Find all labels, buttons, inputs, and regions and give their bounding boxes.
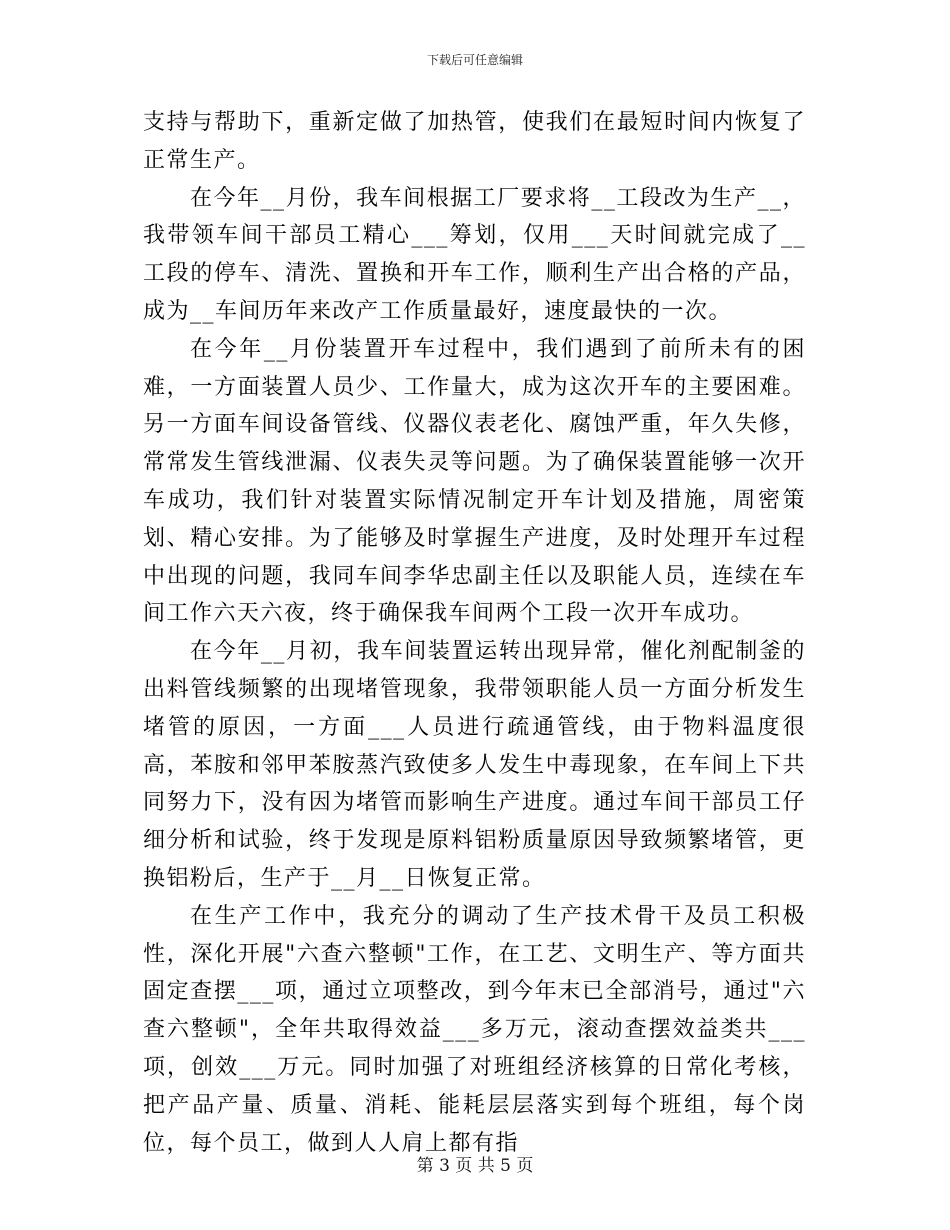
paragraph: 在生产工作中，我充分的调动了生产技术骨干及员工积极性，深化开展"六查六整顿"工作，在工艺、文明生产、等方面共固定查摆___项，通过立项整改，到今年末已全部消号，通过"六查六整顿"，全年共取得效益___多万元，滚动查摆效益类共___项，创效___万元。同时加强了对班组经济核算的日常化考核，把产品产量、质量、消耗、能耗层层落实到每个班组，每个岗位，每个员工，做到人人肩上都有指 bbox=[143, 903, 806, 1156]
page-number: 第 3 页 共 5 页 bbox=[416, 1156, 534, 1176]
page-footer bbox=[0, 1155, 950, 1177]
header-caption: 下载后可任意编辑 bbox=[426, 53, 523, 67]
paragraph: 在今年__月份装置开车过程中，我们遇到了前所未有的困难，一方面装置人员少、工作量大，成为这次开车的主要困难。另一方面车间设备管线、仪器仪表老化、腐蚀严重，年久失修，常常发生管线泄漏、仪表失灵等问题。为了确保装置能够一次开车成功，我们针对装置实际情况制定开车计划及措施，周密策划、精心安排。为了能够及时掌握生产进度，及时处理开车过程中出现的问题，我同车间李华忠副主任以及职能人员，连续在车间工作六天六夜，终于确保我车间两个工段一次开车成功。 bbox=[143, 336, 806, 627]
paragraph-continuation: 支持与帮助下，重新定做了加热管，使我们在最短时间内恢复了正常生产。 bbox=[143, 110, 806, 173]
page-header bbox=[0, 52, 950, 68]
paragraph: 在今年__月份，我车间根据工厂要求将__工段改为生产__，我带领车间干部员工精心___筹划，仅用___天时间就完成了__工段的停车、清洗、置换和开车工作，顺利生产出合格的产品，成为__车间历年来改产工作质量最好，速度最快的一次。 bbox=[143, 185, 806, 324]
paragraph: 在今年__月初，我车间装置运转出现异常，催化剂配制釜的出料管线频繁的出现堵管现象，我带领职能人员一方面分析发生堵管的原因，一方面___人员进行疏通管线，由于物料温度很高，苯胺和邻甲苯胺蒸汽致使多人发生中毒现象，在车间上下共同努力下，没有因为堵管而影响生产进度。通过车间干部员工仔细分析和试验，终于发现是原料铝粉质量原因导致频繁堵管，更换铝粉后，生产于__月__日恢复正常。 bbox=[143, 639, 806, 891]
document-body bbox=[143, 104, 806, 1162]
